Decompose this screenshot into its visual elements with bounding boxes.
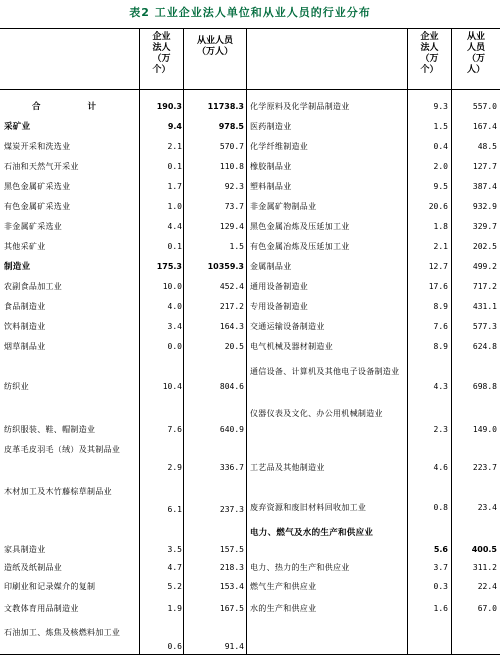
enterprise-count: 0.6 [167,642,182,651]
table-row [4,487,244,515]
enterprise-count: 7.6 [433,322,448,331]
enterprise-count: 4.3 [433,382,448,391]
bottom-rule [0,654,500,655]
employee-count: 73.7 [224,202,244,211]
table-row [250,302,498,312]
industry-name: 通信设备、计算机及其他电子设备制造业 [250,367,400,376]
industry-name: 废弃资源和废旧材料回收加工业 [250,503,367,512]
top-rule [0,28,500,29]
employee-count: 10359.3 [207,262,244,271]
employee-count: 11738.3 [207,102,244,111]
industry-name: 塑料制品业 [250,182,292,191]
employee-count: 452.4 [219,282,244,291]
table-row [250,162,498,172]
employee-count: 237.3 [219,505,244,514]
enterprise-count: 4.4 [167,222,182,231]
table-row [4,222,244,232]
table-row [250,367,498,392]
industry-name: 石油加工、炼焦及核燃料加工业 [4,628,121,637]
table-row [250,182,498,192]
enterprise-count: 0.1 [167,242,182,251]
employee-count: 23.4 [477,503,497,512]
employee-count: 149.0 [472,425,497,434]
enterprise-count: 0.1 [167,162,182,171]
employee-count: 164.3 [219,322,244,331]
table-row [4,142,244,152]
table-title: 表2 工业企业法人单位和从业人员的行业分布 [129,6,371,19]
enterprise-count: 1.7 [167,182,182,191]
enterprise-count: 3.4 [167,322,182,331]
employee-count: 22.4 [477,582,497,591]
table-row [4,342,244,352]
table-row [4,382,244,392]
enterprise-count: 2.9 [167,463,182,472]
employee-count: 1.5 [229,242,244,251]
industry-name: 金属制品业 [250,262,292,271]
employee-count: 400.5 [471,545,497,554]
enterprise-count: 12.7 [428,262,448,271]
table-row [250,322,498,332]
enterprise-count: 1.5 [433,122,448,131]
industry-name: 橡胶制品业 [250,162,292,171]
industry-name: 专用设备制造业 [250,302,309,311]
industry-name: 非金属矿物制品业 [250,202,317,211]
industry-name: 电力、燃气及水的生产和供应业 [250,528,374,538]
enterprise-count: 5.2 [167,582,182,591]
enterprise-count: 10.0 [162,282,182,291]
industry-name: 工艺品及其他制造业 [250,463,325,472]
industry-name: 食品制造业 [4,302,46,311]
employee-count: 329.7 [472,222,497,231]
table-row [250,222,498,232]
employee-count: 311.2 [472,563,497,572]
employee-count: 932.9 [472,202,497,211]
table-row [250,409,498,435]
table-row [4,242,244,252]
table-row [250,528,498,555]
industry-name: 电力、热力的生产和供应业 [250,563,350,572]
industry-name: 仪器仪表及文化、办公用机械制造业 [250,409,383,418]
enterprise-count: 2.3 [433,425,448,434]
enterprise-count: 9.4 [167,122,182,131]
employee-count: 157.5 [219,545,244,554]
employee-count: 202.5 [472,242,497,251]
employee-count: 167.4 [472,122,497,131]
table-row [4,262,244,272]
enterprise-count: 5.6 [433,545,448,554]
table-row [250,563,498,573]
employee-count: 336.7 [219,463,244,472]
employee-count: 167.5 [219,604,244,613]
industry-name: 石油和天然气开采业 [4,162,79,171]
table-row [4,322,244,332]
industry-name: 造纸及纸制品业 [4,563,63,572]
enterprise-count: 0.0 [167,342,182,351]
employee-count: 557.0 [472,102,497,111]
industry-name: 烟草制品业 [4,342,46,351]
table-row [4,425,244,435]
table-row [4,563,244,573]
enterprise-count: 2.1 [167,142,182,151]
enterprise-count: 1.6 [433,604,448,613]
table-row [250,242,498,252]
employee-count: 217.2 [219,302,244,311]
industry-name: 皮革毛皮羽毛（绒）及其制品业 [4,445,121,454]
employee-count: 67.0 [477,604,497,613]
enterprise-count: 4.7 [167,563,182,572]
enterprise-count: 9.3 [433,102,448,111]
enterprise-count: 2.0 [433,162,448,171]
industry-name: 制造业 [4,262,31,272]
table-row [4,282,244,292]
industry-name: 医药制造业 [250,122,292,131]
employee-count: 640.9 [219,425,244,434]
enterprise-count: 9.5 [433,182,448,191]
employee-count: 387.4 [472,182,497,191]
enterprise-count: 175.3 [156,262,182,271]
table-row [4,122,244,132]
industry-name: 黑色金属矿采选业 [4,182,71,191]
table-row [250,582,498,592]
industry-name: 文教体育用品制造业 [4,604,79,613]
table-row [4,182,244,192]
industry-name: 黑色金属冶炼及压延加工业 [250,222,350,231]
enterprise-count: 8.9 [433,302,448,311]
industry-name: 燃气生产和供应业 [250,582,317,591]
table-row [250,142,498,152]
industry-name: 有色金属冶炼及压延加工业 [250,242,350,251]
industry-name: 采矿业 [4,122,31,132]
table-row [250,262,498,272]
table-row [250,342,498,352]
industry-name: 水的生产和供应业 [250,604,317,613]
table-row [4,162,244,172]
employee-count: 499.2 [472,262,497,271]
employee-count: 577.3 [472,322,497,331]
industry-name: 有色金属矿采选业 [4,202,71,211]
header-right-enterprises: 企业 法人 （万 个） [420,32,439,75]
industry-name: 非金属矿采选业 [4,222,63,231]
employee-count: 624.8 [472,342,497,351]
enterprise-count: 3.5 [167,545,182,554]
enterprise-count: 20.6 [428,202,448,211]
header-left-employees: 从业人员 （万人） [196,36,233,57]
enterprise-count: 10.4 [162,382,182,391]
enterprise-count: 0.4 [433,142,448,151]
employee-count: 127.7 [472,162,497,171]
enterprise-count: 0.8 [433,503,448,512]
enterprise-count: 1.8 [433,222,448,231]
employee-count: 91.4 [224,642,244,651]
industry-name: 农副食品加工业 [4,282,63,291]
table-row [250,202,498,212]
employee-count: 698.8 [472,382,497,391]
table-row [250,102,498,112]
table-row [250,463,498,473]
industry-name: 饮料制造业 [4,322,46,331]
enterprise-count: 190.3 [156,102,182,111]
header-rule [0,89,500,90]
employee-count: 570.7 [219,142,244,151]
table-row [4,582,244,592]
employee-count: 804.6 [219,382,244,391]
employee-count: 223.7 [472,463,497,472]
enterprise-count: 6.1 [167,505,182,514]
table-row [4,628,244,652]
header-left-enterprises: 企业 法人 （万 个） [152,32,171,75]
industry-name: 家具制造业 [4,545,46,554]
industry-name: 电气机械及器材制造业 [250,342,333,351]
enterprise-count: 17.6 [428,282,448,291]
table-row [4,102,244,112]
employee-count: 110.8 [219,162,244,171]
divider-center [246,28,247,654]
enterprise-count: 2.1 [433,242,448,251]
industry-name: 交通运输设备制造业 [250,322,325,331]
table-row [4,604,244,614]
industry-name: 煤炭开采和洗选业 [4,142,71,151]
employee-count: 20.5 [224,342,244,351]
employee-count: 431.1 [472,302,497,311]
industry-name: 化学纤维制造业 [250,142,309,151]
table-row [250,503,498,513]
industry-name: 其他采矿业 [4,242,46,251]
header-right-employees: 从业 人员 （万 人） [466,32,485,75]
industry-name: 化学原料及化学制品制造业 [250,102,350,111]
employee-count: 978.5 [218,122,244,131]
table-row [4,202,244,212]
enterprise-count: 3.7 [433,563,448,572]
industry-name: 通用设备制造业 [250,282,309,291]
employee-count: 717.2 [472,282,497,291]
enterprise-count: 4.6 [433,463,448,472]
employee-count: 129.4 [219,222,244,231]
industry-name: 纺织服装、鞋、帽制造业 [4,425,96,434]
table-row [250,604,498,614]
enterprise-count: 0.3 [433,582,448,591]
employee-count: 48.5 [477,142,497,151]
table-row [4,545,244,555]
enterprise-count: 4.0 [167,302,182,311]
enterprise-count: 1.9 [167,604,182,613]
table-row [4,302,244,312]
industry-name: 印刷业和记录媒介的复制 [4,582,96,591]
employee-count: 92.3 [224,182,244,191]
industry-name: 纺织业 [4,382,29,391]
employee-count: 218.3 [219,563,244,572]
table-row [4,445,244,473]
industry-name: 木材加工及木竹藤棕草制品业 [4,487,112,496]
enterprise-count: 1.0 [167,202,182,211]
enterprise-count: 8.9 [433,342,448,351]
table-row [250,122,498,132]
enterprise-count: 7.6 [167,425,182,434]
employee-count: 153.4 [219,582,244,591]
industry-name: 合 计 [32,102,118,112]
table-row [250,282,498,292]
